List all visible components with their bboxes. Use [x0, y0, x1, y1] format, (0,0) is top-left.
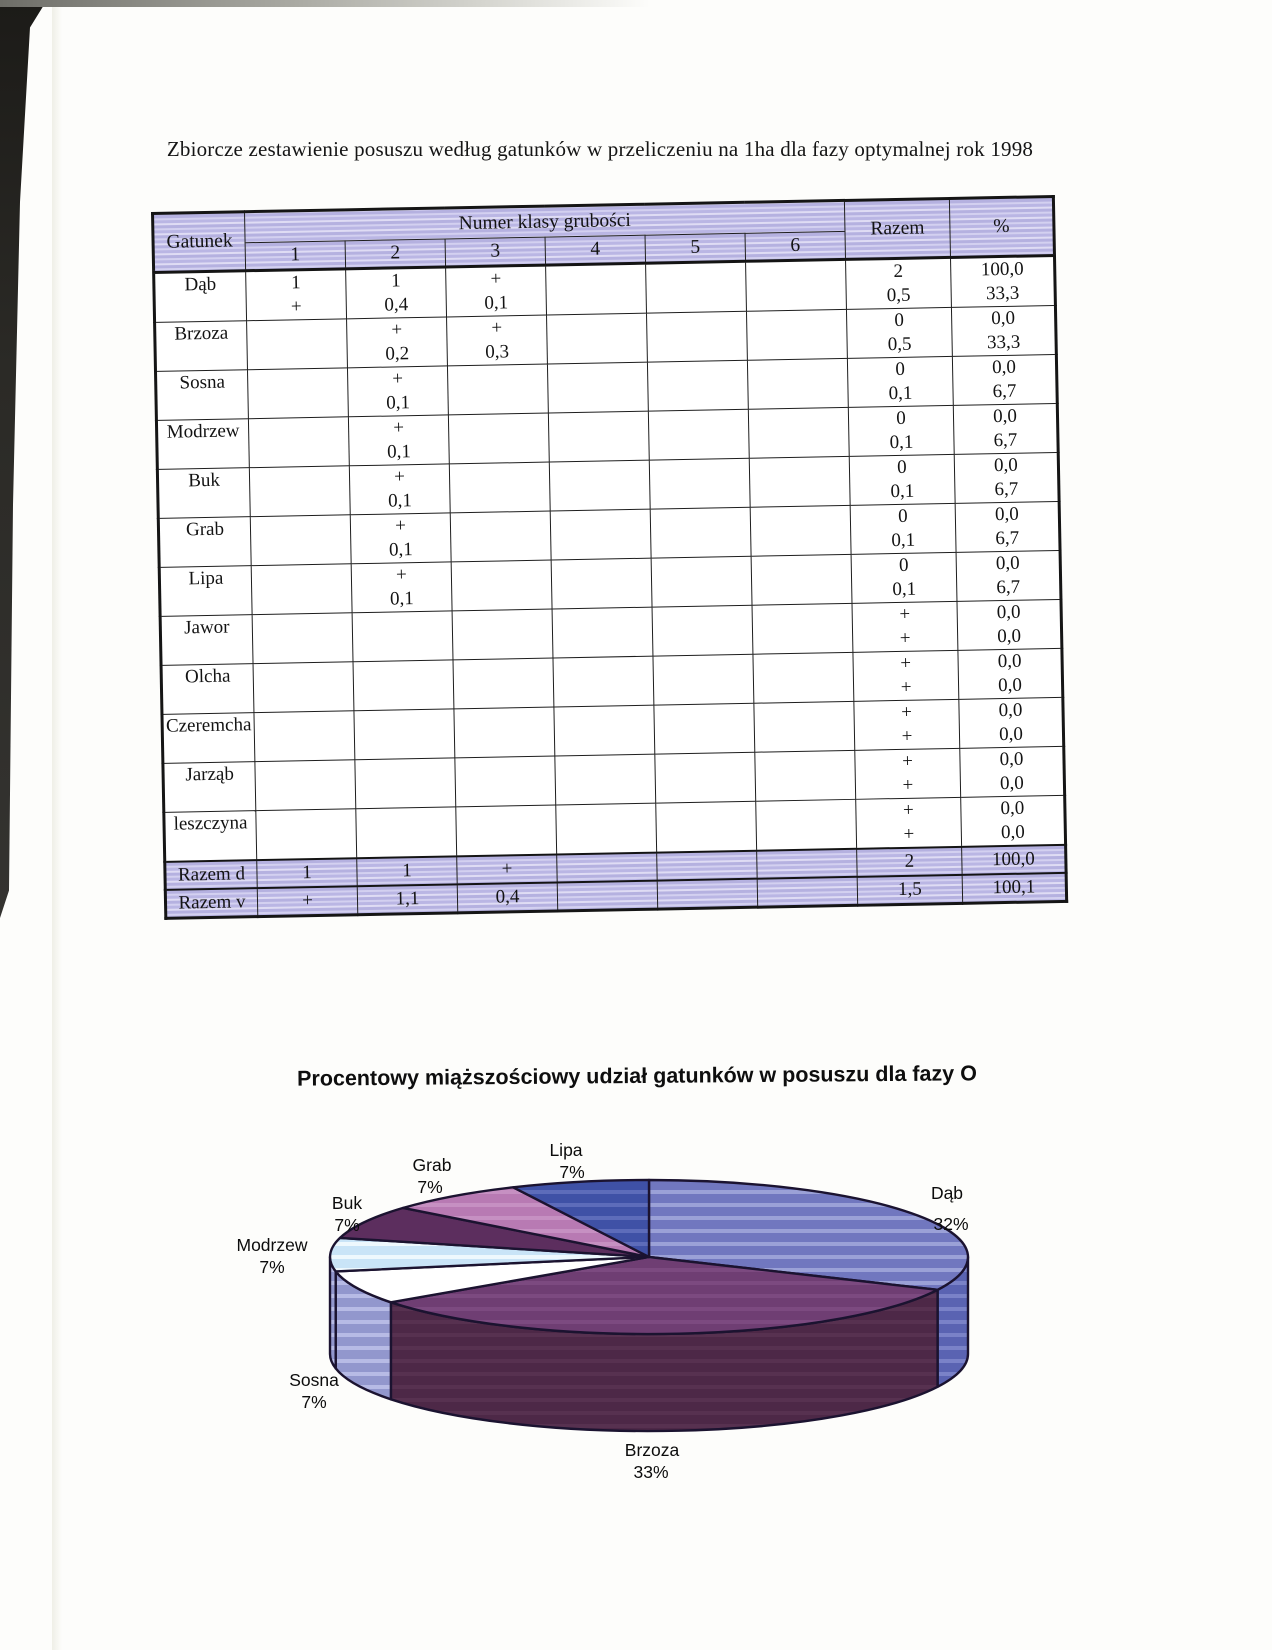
- value-cell: + +: [855, 748, 961, 799]
- total-label-cell: Razem v: [165, 888, 258, 918]
- pie-wall-Modrzew: [330, 1257, 336, 1368]
- pie-label-buk-pct: 7%: [334, 1215, 360, 1235]
- pie-label-brzoza: Brzoza: [624, 1440, 680, 1460]
- pie-label-grab-pct: 7%: [417, 1177, 443, 1197]
- value-cell: 100,0 33,3: [950, 255, 1055, 307]
- value-cell: + +: [853, 650, 959, 701]
- species-cell: Olcha: [161, 664, 254, 715]
- total-label-cell: Razem d: [165, 860, 258, 890]
- species-cell: Buk: [157, 468, 250, 519]
- total-value-cell: 0,4: [457, 882, 558, 912]
- pie-slices: [330, 1180, 968, 1431]
- species-cell: Brzoza: [155, 321, 248, 372]
- species-cell: Czeremcha: [162, 713, 255, 764]
- value-cell: 1 0,4: [346, 267, 447, 319]
- total-value-cell: 1: [257, 858, 358, 888]
- value-cell: 1 +: [246, 269, 347, 321]
- total-value-cell: 2: [857, 847, 963, 877]
- header-percent: %: [949, 196, 1054, 257]
- value-cell: + 0,1: [348, 415, 449, 466]
- pie-label-lipa-pct: 7%: [559, 1162, 585, 1182]
- header-class-4: 4: [545, 235, 646, 265]
- species-cell: Jawor: [160, 615, 253, 666]
- header-class-3: 3: [445, 237, 546, 267]
- total-value-cell: +: [257, 886, 358, 916]
- value-cell: 0,0 0,0: [958, 648, 1063, 699]
- value-cell: 0 0,1: [848, 405, 954, 456]
- pie-label-grab: Grab: [412, 1155, 452, 1175]
- header-class-5: 5: [645, 233, 746, 263]
- header-class-6: 6: [745, 231, 846, 261]
- value-cell: 0 0,5: [846, 307, 952, 358]
- value-cell: 0,0 0,0: [961, 795, 1066, 846]
- value-cell: + 0,1: [351, 562, 452, 613]
- total-value-cell: 1,1: [357, 884, 458, 914]
- value-cell: 0,0 0,0: [957, 599, 1062, 650]
- value-cell: + 0,1: [446, 265, 547, 317]
- pie-label-lipa: Lipa: [549, 1140, 583, 1160]
- value-cell: + +: [852, 601, 958, 652]
- header-class-1: 1: [245, 241, 346, 271]
- header-class-group: Numer klasy grubości: [245, 200, 845, 242]
- pie-label-buk: Buk: [331, 1193, 363, 1213]
- header-gatunek: Gatunek: [153, 212, 246, 273]
- pie-label-brzoza-pct: 33%: [633, 1462, 669, 1482]
- pie-label-sosna: Sosna: [289, 1370, 339, 1390]
- species-cell: Lipa: [159, 566, 252, 617]
- value-cell: 0,0 0,0: [959, 697, 1064, 748]
- value-cell: 2 0,5: [846, 257, 952, 309]
- document-title: Zbiorcze zestawienie posuszu według gatunków w przeliczeniu na 1ha dla fazy optymalnej rok 1998: [166, 137, 1034, 161]
- value-cell: + 0,3: [447, 315, 548, 366]
- value-cell: 0 0,1: [849, 454, 955, 505]
- total-value-cell: +: [457, 854, 558, 884]
- species-cell: Modrzew: [156, 419, 249, 470]
- value-cell: + +: [854, 699, 960, 750]
- value-cell: 0,0 6,7: [955, 501, 1060, 552]
- total-value-cell: 100,1: [962, 873, 1067, 903]
- pie-label-dab-pct: 32%: [933, 1214, 969, 1234]
- species-cell: Grab: [158, 517, 251, 568]
- pie-label-dab: Dąb: [930, 1183, 964, 1203]
- total-value-cell: 100,0: [962, 845, 1067, 875]
- value-cell: 0,0 6,7: [954, 452, 1059, 503]
- total-value-cell: 1,5: [857, 875, 963, 905]
- pie-label-modrzew-pct: 7%: [259, 1257, 285, 1277]
- species-cell: Jarząb: [163, 762, 256, 813]
- value-cell: + 0,1: [350, 513, 451, 564]
- chart-title: Procentowy miąższościowy udział gatunków w posuszu dla fazy O: [297, 1061, 977, 1091]
- value-cell: + +: [856, 797, 962, 848]
- value-cell: 0 0,1: [851, 552, 957, 603]
- value-cell: 0 0,1: [847, 356, 953, 407]
- value-cell: 0,0 33,3: [951, 305, 1056, 356]
- pie-label-modrzew: Modrzew: [236, 1235, 308, 1255]
- total-value-cell: 1: [357, 856, 458, 886]
- species-cell: Sosna: [156, 370, 249, 421]
- header-razem: Razem: [844, 198, 950, 259]
- value-cell: 0,0 6,7: [956, 550, 1061, 601]
- header-class-2: 2: [345, 239, 446, 269]
- species-cell: Dąb: [154, 271, 247, 323]
- pie-label-sosna-pct: 7%: [301, 1392, 327, 1412]
- value-cell: 0,0 6,7: [952, 354, 1057, 405]
- value-cell: + 0,2: [347, 317, 448, 368]
- value-cell: + 0,1: [347, 366, 448, 417]
- value-cell: + 0,1: [349, 464, 450, 515]
- value-cell: 0,0 0,0: [960, 746, 1065, 797]
- value-cell: 0,0 6,7: [953, 403, 1058, 454]
- species-cell: leszczyna: [164, 811, 257, 862]
- value-cell: 0 0,1: [850, 503, 956, 554]
